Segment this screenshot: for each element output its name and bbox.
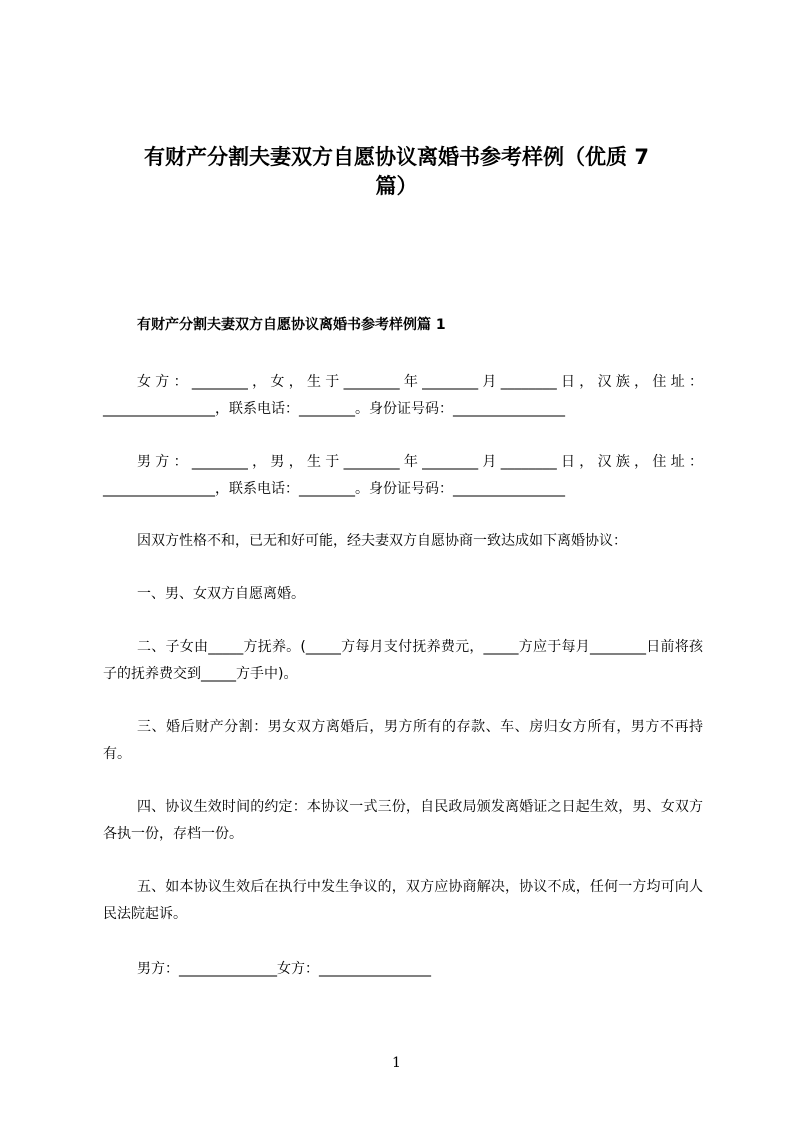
paragraph-clause-2: 二、子女由_____方抚养。(_____方每月支付抚养费元，_____方应于每月________日前将孩子的抚养费交到_____方手中)。 — [103, 639, 703, 682]
paragraph-reason: 因双方性格不和，已无和好可能，经夫妻双方自愿协商一致达成如下离婚协议： — [137, 533, 627, 549]
paragraph-clause-4: 四、协议生效时间的约定：本协议一式三份，自民政局颁发离婚证之日起生效，男、女双方各执一份，存档一份。 — [103, 799, 703, 842]
title-line-1: 有财产分割夫妻双方自愿协议离婚书参考样例（优质 7 — [144, 145, 649, 169]
title-line-2: 篇） — [375, 174, 418, 198]
paragraph-clause-5: 五、如本协议生效后在执行中发生争议的，双方应协商解决，协议不成，任何一方均可向人民法院起诉。 — [103, 879, 703, 922]
section-heading: 有财产分割夫妻双方自愿协议离婚书参考样例篇 1 — [137, 317, 446, 333]
paragraph-clause-1: 一、男、女双方自愿离婚。 — [137, 586, 305, 602]
paragraph-male-party: 男方：________，男，生于________年________月________日，汉族，住址：________________，联系电话：________。身份证号码：________________ — [103, 454, 703, 497]
signature-line: 男方：______________女方：________________ — [137, 961, 431, 977]
paragraph-clause-3: 三、婚后财产分割：男女双方离婚后，男方所有的存款、车、房归女方所有，男方不再持有。 — [103, 719, 703, 762]
page-number: 1 — [392, 1055, 401, 1071]
document-title — [100, 143, 693, 201]
paragraph-female-party: 女方：________，女，生于________年________月________日，汉族，住址：________________，联系电话：________。身份证号码：________________ — [103, 374, 703, 417]
